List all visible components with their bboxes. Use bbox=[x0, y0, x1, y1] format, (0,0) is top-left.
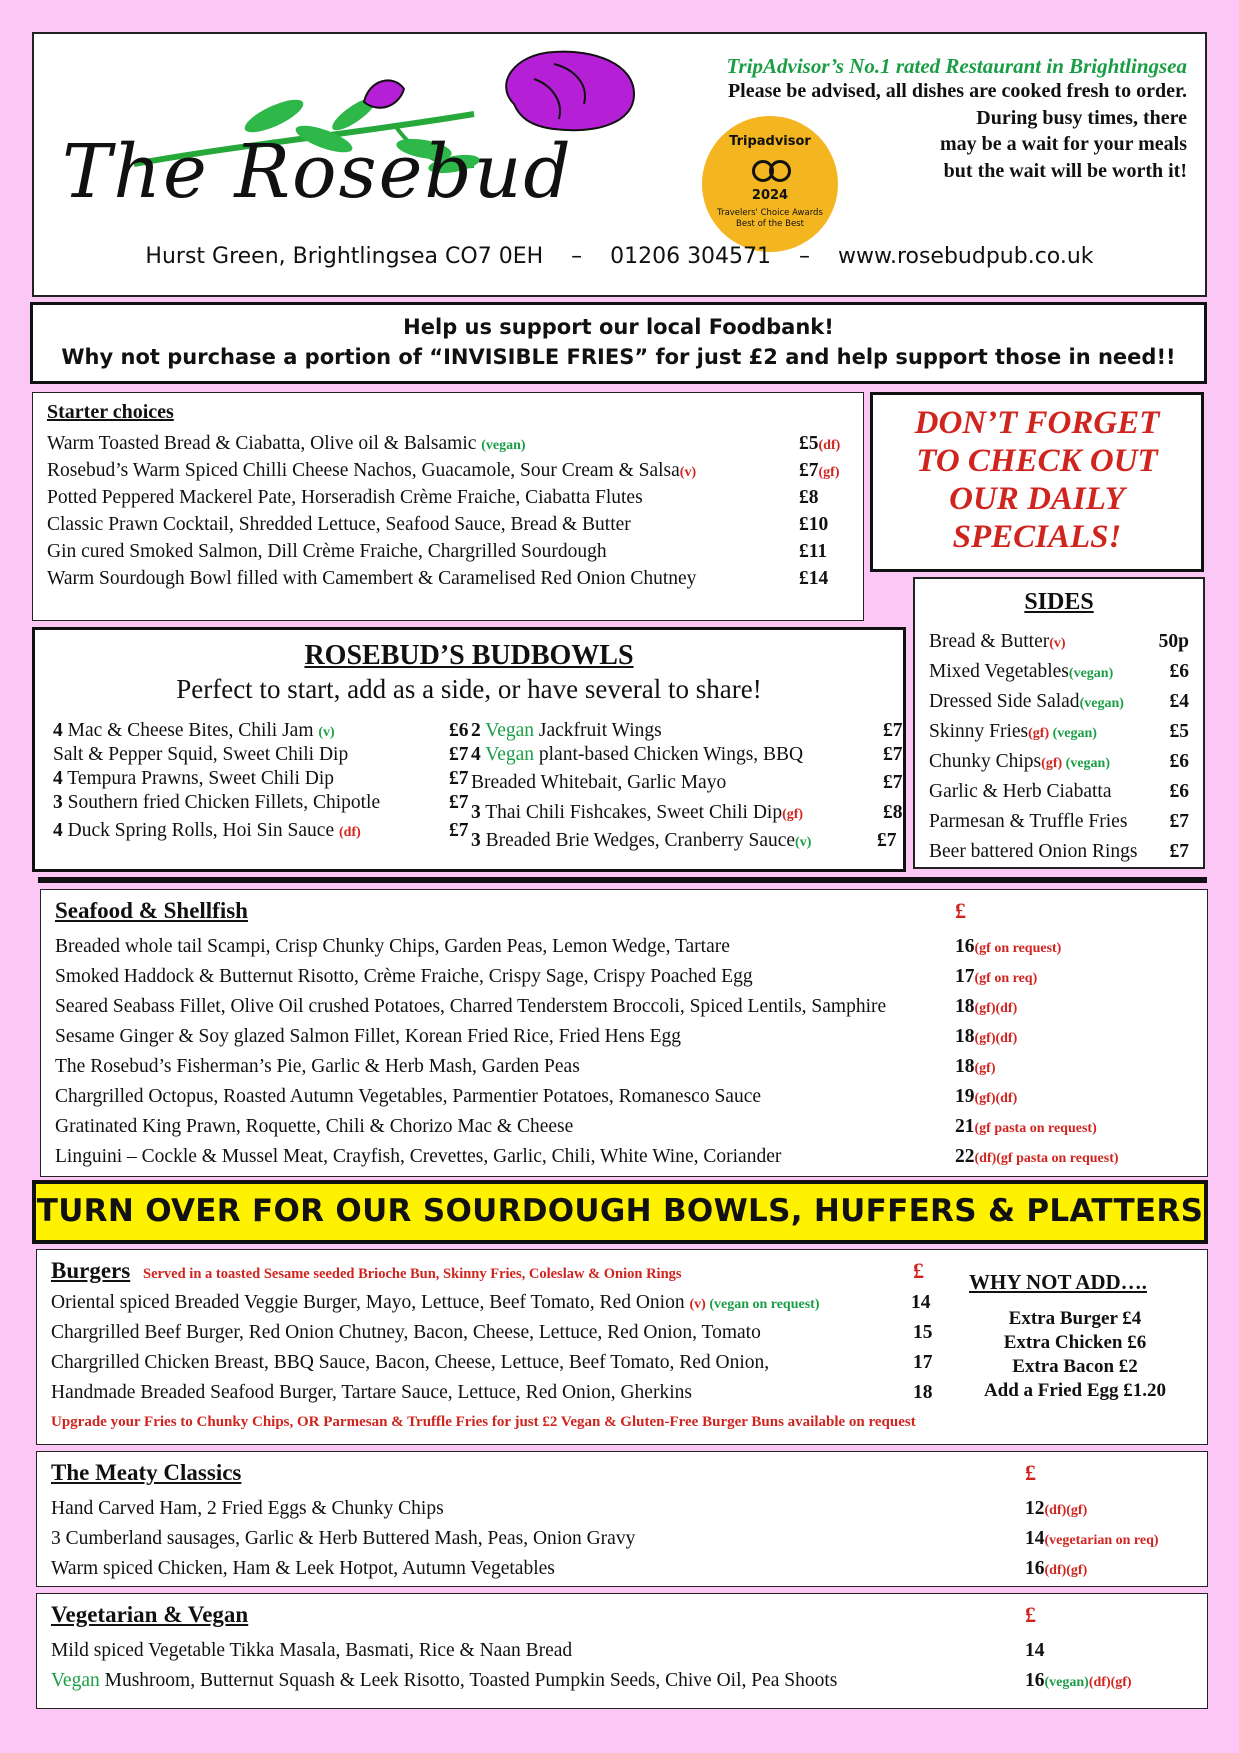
starter-price-wrap bbox=[799, 433, 840, 455]
vegan-label: Vegan bbox=[480, 720, 535, 741]
budbowl-desc bbox=[471, 830, 811, 852]
diet-tag: (gf) bbox=[782, 807, 804, 822]
seafood-item-name: Linguini – Cockle & Mussel Meat, Crayfish, Crevettes, Garlic, Chili, White Wine, Coriander bbox=[55, 1146, 782, 1167]
budbowl-desc bbox=[53, 792, 380, 814]
meaty-item-price: 14 bbox=[1025, 1528, 1045, 1549]
budbowl-price: £7 bbox=[883, 744, 903, 765]
budbowls-panel bbox=[32, 627, 906, 872]
side-name: Parmesan & Truffle Fries bbox=[929, 811, 1128, 832]
budbowl-price: £7 bbox=[877, 830, 897, 851]
budbowl-name: Southern fried Chicken Fillets, Chipotle bbox=[62, 792, 381, 813]
vegan-label: Vegan bbox=[51, 1670, 100, 1691]
side-desc bbox=[929, 691, 1124, 713]
budbowl-name: Thai Chili Fishcakes, Sweet Chili Dip bbox=[480, 802, 783, 823]
side-name: Chunky Chips bbox=[929, 751, 1042, 772]
diet-tag: (gf)(df) bbox=[974, 1031, 1018, 1046]
seafood-item-price: 18 bbox=[955, 996, 975, 1017]
budbowl-qty: 4 bbox=[471, 744, 481, 765]
addon-item: Add a Fried Egg £1.20 bbox=[983, 1380, 1167, 1401]
starter-price-wrap bbox=[799, 568, 828, 590]
budbowl-name: Breaded Brie Wedges, Cranberry Sauce bbox=[480, 830, 796, 851]
diet-tag: (df)(gf) bbox=[1044, 1563, 1088, 1578]
burger-desc bbox=[51, 1382, 692, 1404]
starter-name: Potted Peppered Mackerel Pate, Horseradish Crème Fraiche, Ciabatta Flutes bbox=[47, 487, 643, 508]
budbowl-name: Salt & Pepper Squid, Sweet Chili Dip bbox=[53, 744, 349, 765]
side-desc bbox=[929, 751, 1110, 773]
meaty-item-price: 12 bbox=[1025, 1498, 1045, 1519]
burger-price: 18 bbox=[913, 1382, 933, 1403]
seafood-item-price: 18 bbox=[955, 1056, 975, 1077]
burger-name: Chargrilled Beef Burger, Red Onion Chutney, Bacon, Cheese, Lettuce, Red Onion, Tomato bbox=[51, 1322, 761, 1343]
cooking-notice-4: but the wait will be worth it! bbox=[943, 160, 1187, 182]
starter-desc bbox=[47, 514, 631, 536]
vegetarian-panel bbox=[36, 1593, 1208, 1709]
budbowl-desc bbox=[53, 768, 334, 790]
vegetarian-price-wrap bbox=[1025, 1670, 1132, 1692]
cooking-notice-1: Please be advised, all dishes are cooked fresh to order. bbox=[727, 80, 1187, 102]
vegetarian-name: Mushroom, Butternut Squash & Leek Risotto, Toasted Pumpkin Seeds, Chive Oil, Pea Shoots bbox=[99, 1670, 838, 1691]
vegetarian-desc bbox=[51, 1670, 837, 1692]
starter-price: £5 bbox=[799, 433, 819, 454]
burgers-title: Burgers bbox=[51, 1258, 131, 1283]
diet-tag: (gf) bbox=[974, 1061, 996, 1076]
diet-tag: (v) bbox=[689, 1297, 706, 1312]
burgers-currency: £ bbox=[913, 1258, 924, 1283]
meaty-item-price-wrap bbox=[1025, 1528, 1159, 1550]
diet-tag: (gf) bbox=[1041, 756, 1063, 771]
burger-desc bbox=[51, 1292, 820, 1314]
meaty-item-price: 16 bbox=[1025, 1558, 1045, 1579]
side-name: Skinny Fries bbox=[929, 721, 1029, 742]
vegetarian-name: Mild spiced Vegetable Tikka Masala, Basmati, Rice & Naan Bread bbox=[51, 1640, 573, 1661]
budbowl-price: £7 bbox=[883, 772, 903, 793]
badge-year: 2024 bbox=[751, 188, 789, 203]
budbowl-price: £7 bbox=[449, 768, 469, 789]
meaty-item-price-wrap bbox=[1025, 1558, 1087, 1580]
cooking-notice-3: may be a wait for your meals bbox=[939, 133, 1187, 155]
seafood-item-price: 16 bbox=[955, 936, 975, 957]
diet-tag: (df) bbox=[339, 825, 361, 840]
foodbank-line-1: Help us support our local Foodbank! bbox=[403, 315, 834, 339]
diet-tag: (gf)(df) bbox=[974, 1001, 1018, 1016]
budbowl-desc bbox=[471, 720, 662, 742]
budbowl-desc bbox=[53, 744, 348, 766]
tripadvisor-award-badge bbox=[702, 116, 838, 252]
starter-price-wrap bbox=[799, 487, 819, 509]
diet-tag: (vegan) bbox=[1079, 696, 1124, 711]
seafood-item-name: Gratinated King Prawn, Roquette, Chili & Chorizo Mac & Cheese bbox=[55, 1116, 574, 1137]
diet-tag: (df)(gf) bbox=[1088, 1675, 1132, 1690]
seafood-title: Seafood & Shellfish bbox=[55, 898, 248, 923]
side-desc bbox=[929, 661, 1113, 683]
diet-tag: (vegan) bbox=[1062, 756, 1110, 771]
header-panel bbox=[32, 32, 1207, 297]
diet-tag: (v) bbox=[318, 725, 335, 740]
budbowl-desc bbox=[471, 744, 803, 766]
side-price: £5 bbox=[1169, 721, 1189, 742]
seafood-item-price-wrap bbox=[955, 1026, 1017, 1048]
diet-tag: (vegan on request) bbox=[705, 1297, 820, 1312]
contact-line: Hurst Green, Brightlingsea CO7 0EH – 01206 304571 – www.rosebudpub.co.uk bbox=[145, 244, 1094, 269]
vegetarian-price: 16 bbox=[1025, 1670, 1045, 1691]
side-price: £6 bbox=[1169, 781, 1189, 802]
budbowl-desc bbox=[471, 802, 803, 824]
side-name: Beer battered Onion Rings bbox=[929, 841, 1138, 862]
vegetarian-desc bbox=[51, 1640, 572, 1662]
vegan-label: Vegan bbox=[480, 744, 535, 765]
seafood-item-price: 22 bbox=[955, 1146, 975, 1167]
diet-tag: (gf on req) bbox=[974, 971, 1038, 986]
burgers-panel bbox=[36, 1249, 1208, 1445]
seafood-item-name: Breaded whole tail Scampi, Crisp Chunky Chips, Garden Peas, Lemon Wedge, Tartare bbox=[55, 936, 730, 957]
budbowl-price: £7 bbox=[449, 792, 469, 813]
side-desc bbox=[929, 631, 1066, 653]
specials-line: OUR DAILY bbox=[949, 481, 1125, 517]
sides-title: SIDES bbox=[1024, 589, 1094, 615]
restaurant-logo-text: The Rosebud bbox=[62, 129, 573, 215]
side-desc bbox=[929, 811, 1127, 833]
turn-over-banner bbox=[32, 1180, 1208, 1244]
seafood-item-name: Smoked Haddock & Butternut Risotto, Crème Fraiche, Crispy Sage, Crispy Poached Egg bbox=[55, 966, 753, 987]
budbowl-name: Breaded Whitebait, Garlic Mayo bbox=[471, 772, 727, 793]
daily-specials-panel bbox=[870, 392, 1204, 572]
meaty-title: The Meaty Classics bbox=[51, 1460, 242, 1485]
budbowl-name: Duck Spring Rolls, Hoi Sin Sauce bbox=[62, 820, 339, 841]
diet-tag: (df)(gf pasta on request) bbox=[974, 1151, 1119, 1166]
seafood-item-price-wrap bbox=[955, 996, 1017, 1018]
side-price: £4 bbox=[1169, 691, 1189, 712]
seafood-item-name: The Rosebud’s Fisherman’s Pie, Garlic & Herb Mash, Garden Peas bbox=[55, 1056, 580, 1077]
seafood-panel bbox=[40, 889, 1208, 1177]
side-price: £7 bbox=[1169, 811, 1189, 832]
specials-line: DON’T FORGET bbox=[914, 405, 1160, 441]
seafood-item-price: 21 bbox=[955, 1116, 975, 1137]
starter-price: £14 bbox=[799, 568, 829, 589]
diet-tag: (df) bbox=[818, 438, 841, 453]
side-price: £6 bbox=[1169, 661, 1189, 682]
seafood-item-name: Chargrilled Octopus, Roasted Autumn Vegetables, Parmentier Potatoes, Romanesco Sauce bbox=[55, 1086, 762, 1107]
starter-price-wrap bbox=[799, 460, 840, 482]
diet-tag: (gf) bbox=[818, 465, 840, 480]
starter-price: £8 bbox=[799, 487, 819, 508]
seafood-item-price-wrap bbox=[955, 1146, 1119, 1168]
diet-tag: (v) bbox=[1049, 636, 1066, 651]
meaty-item-name: Hand Carved Ham, 2 Fried Eggs & Chunky Chips bbox=[51, 1498, 444, 1519]
addons-title: WHY NOT ADD…. bbox=[969, 1270, 1147, 1294]
budbowl-desc bbox=[53, 720, 335, 742]
seafood-item-price-wrap bbox=[955, 1116, 1097, 1138]
side-name: Garlic & Herb Ciabatta bbox=[929, 781, 1112, 802]
starter-desc bbox=[47, 568, 696, 590]
budbowl-desc bbox=[53, 820, 361, 842]
seafood-item-name: Seared Seabass Fillet, Olive Oil crushed Potatoes, Charred Tenderstem Broccoli, Spiced Lentils, Samphire bbox=[55, 996, 887, 1017]
foodbank-panel bbox=[30, 302, 1207, 384]
addon-item: Extra Chicken £6 bbox=[1003, 1332, 1147, 1353]
vegetarian-price-wrap bbox=[1025, 1640, 1045, 1662]
tripadvisor-tagline: TripAdvisor’s No.1 rated Restaurant in Brightlingsea bbox=[726, 54, 1187, 78]
specials-line: TO CHECK OUT bbox=[916, 443, 1158, 479]
starter-desc bbox=[47, 460, 696, 482]
burgers-subtitle: Served in a toasted Sesame seeded Brioche Bun, Skinny Fries, Coleslaw & Onion Rings bbox=[143, 1266, 682, 1282]
budbowl-qty: 2 bbox=[471, 720, 481, 741]
starter-name: Rosebud’s Warm Spiced Chilli Cheese Nachos, Guacamole, Sour Cream & Salsa bbox=[47, 460, 680, 481]
budbowl-price: £8 bbox=[883, 802, 903, 823]
starter-price-wrap bbox=[799, 541, 827, 563]
side-desc bbox=[929, 841, 1138, 863]
budbowl-qty: 3 bbox=[471, 830, 481, 851]
side-price: 50p bbox=[1158, 631, 1189, 652]
diet-tag: (gf pasta on request) bbox=[974, 1121, 1097, 1136]
budbowls-title: ROSEBUD’S BUDBOWLS bbox=[304, 640, 634, 671]
seafood-item-price-wrap bbox=[955, 1056, 996, 1078]
seafood-currency: £ bbox=[955, 898, 966, 923]
starter-desc bbox=[47, 541, 607, 563]
budbowl-price: £6 bbox=[449, 720, 469, 741]
side-price: £6 bbox=[1169, 751, 1189, 772]
turn-over-text: TURN OVER FOR OUR SOURDOUGH BOWLS, HUFFERS & PLATTERS bbox=[36, 1193, 1204, 1229]
seafood-item-price: 17 bbox=[955, 966, 975, 987]
meaty-currency: £ bbox=[1025, 1460, 1036, 1485]
budbowl-desc bbox=[471, 772, 726, 794]
budbowl-qty: 3 bbox=[471, 802, 481, 823]
addon-item: Extra Burger £4 bbox=[1008, 1308, 1142, 1329]
budbowl-name: Mac & Cheese Bites, Chili Jam bbox=[62, 720, 319, 741]
meaty-item-name: 3 Cumberland sausages, Garlic & Herb Buttered Mash, Peas, Onion Gravy bbox=[51, 1528, 636, 1549]
meaty-item-price-wrap bbox=[1025, 1498, 1087, 1520]
burger-price: 15 bbox=[913, 1322, 933, 1343]
vegetarian-price: 14 bbox=[1025, 1640, 1045, 1661]
seafood-item-price-wrap bbox=[955, 936, 1061, 958]
seafood-item-name: Sesame Ginger & Soy glazed Salmon Fillet, Korean Fried Rice, Fried Hens Egg bbox=[55, 1026, 682, 1047]
meaty-item-name: Warm spiced Chicken, Ham & Leek Hotpot, Autumn Vegetables bbox=[51, 1558, 555, 1579]
burger-name: Handmade Breaded Seafood Burger, Tartare Sauce, Lettuce, Red Onion, Gherkins bbox=[51, 1382, 692, 1403]
burger-desc bbox=[51, 1322, 761, 1344]
budbowl-qty: 4 bbox=[53, 820, 63, 841]
side-desc bbox=[929, 721, 1097, 743]
budbowl-qty: 3 bbox=[53, 792, 63, 813]
diet-tag: (v) bbox=[679, 465, 697, 480]
owl-icon bbox=[750, 158, 790, 182]
side-desc bbox=[929, 781, 1111, 803]
budbowl-price: £7 bbox=[449, 820, 469, 841]
budbowl-price: £7 bbox=[883, 720, 903, 741]
starter-name: Warm Toasted Bread & Ciabatta, Olive oil & Balsamic bbox=[47, 433, 482, 454]
burger-name: Chargrilled Chicken Breast, BBQ Sauce, Bacon, Cheese, Lettuce, Beef Tomato, Red Onion, bbox=[51, 1352, 770, 1373]
diet-tag: (vegetarian on req) bbox=[1044, 1533, 1159, 1548]
side-price: £7 bbox=[1169, 841, 1189, 862]
diet-tag: (df)(gf) bbox=[1044, 1503, 1088, 1518]
foodbank-line-2: Why not purchase a portion of “INVISIBLE FRIES” for just £2 and help support those in need!! bbox=[61, 345, 1176, 369]
budbowl-name: Tempura Prawns, Sweet Chili Dip bbox=[62, 768, 334, 789]
budbowl-name: plant-based Chicken Wings, BBQ bbox=[534, 744, 804, 765]
side-name: Bread & Butter bbox=[929, 631, 1050, 652]
side-name: Mixed Vegetables bbox=[929, 661, 1069, 682]
seafood-item-price: 18 bbox=[955, 1026, 975, 1047]
addon-item: Extra Bacon £2 bbox=[1012, 1356, 1138, 1377]
burger-price: 14 bbox=[911, 1292, 931, 1313]
cooking-notice-2: During busy times, there bbox=[976, 107, 1187, 129]
diet-tag: (gf)(df) bbox=[974, 1091, 1018, 1106]
budbowl-qty: 4 bbox=[53, 768, 63, 789]
diet-tag: (vegan) bbox=[1049, 726, 1097, 741]
burger-desc bbox=[51, 1352, 769, 1374]
diet-tag: (vegan) bbox=[481, 438, 526, 453]
budbowls-subtitle: Perfect to start, add as a side, or have several to share! bbox=[176, 674, 762, 704]
burger-name: Oriental spiced Breaded Veggie Burger, Mayo, Lettuce, Beef Tomato, Red Onion bbox=[51, 1292, 690, 1313]
budbowl-qty: 4 bbox=[53, 720, 63, 741]
diet-tag: (vegan) bbox=[1068, 666, 1114, 681]
starter-name: Warm Sourdough Bowl filled with Camembert & Caramelised Red Onion Chutney bbox=[47, 568, 697, 589]
badge-ring-text: Travelers' Choice Awards Best of the Best bbox=[717, 208, 823, 229]
starter-price: £7 bbox=[799, 460, 819, 481]
starter-name: Gin cured Smoked Salmon, Dill Crème Fraiche, Chargrilled Sourdough bbox=[47, 541, 607, 562]
seafood-item-price-wrap bbox=[955, 1086, 1017, 1108]
specials-line: SPECIALS! bbox=[952, 519, 1122, 555]
sides-panel bbox=[913, 577, 1205, 869]
starter-desc bbox=[47, 487, 643, 509]
seafood-item-price-wrap bbox=[955, 966, 1037, 988]
diet-tag: (v) bbox=[795, 835, 812, 850]
starters-title: Starter choices bbox=[47, 401, 174, 423]
diet-tag: (gf) bbox=[1028, 726, 1050, 741]
budbowl-price: £7 bbox=[449, 744, 469, 765]
starter-name: Classic Prawn Cocktail, Shredded Lettuce, Seafood Sauce, Bread & Butter bbox=[47, 514, 631, 535]
budbowl-name: Jackfruit Wings bbox=[534, 720, 662, 741]
starter-price: £11 bbox=[799, 541, 828, 562]
diet-tag: (gf on request) bbox=[974, 941, 1062, 956]
starters-panel bbox=[32, 392, 864, 621]
meaty-panel bbox=[36, 1451, 1208, 1587]
burger-price: 17 bbox=[913, 1352, 933, 1373]
vegetarian-currency: £ bbox=[1025, 1602, 1036, 1627]
starter-price: £10 bbox=[799, 514, 829, 535]
diet-tag: (vegan) bbox=[1044, 1675, 1089, 1690]
side-name: Dressed Side Salad bbox=[929, 691, 1080, 712]
section-divider bbox=[38, 877, 1207, 883]
starter-price-wrap bbox=[799, 514, 828, 536]
seafood-item-price: 19 bbox=[955, 1086, 975, 1107]
starter-desc bbox=[47, 433, 526, 455]
burgers-footer: Upgrade your Fries to Chunky Chips, OR Parmesan & Truffle Fries for just £2 Vegan & Gluten-Free Burger Buns available on request bbox=[51, 1414, 916, 1430]
badge-brand: Tripadvisor bbox=[729, 134, 811, 149]
vegetarian-title: Vegetarian & Vegan bbox=[51, 1602, 249, 1627]
